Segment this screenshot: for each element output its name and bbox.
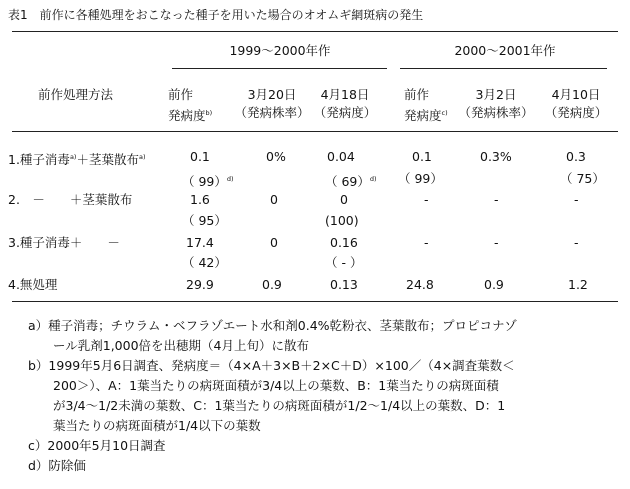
bottom-rule (12, 301, 618, 302)
footnote-line: d）防除価 (28, 458, 86, 473)
footnote-line: ール乳剤1,000倍を出穂期（4月上旬）に散布 (28, 338, 309, 353)
col-header-6: 4月10日 （発病度） (544, 87, 608, 120)
col-header-1: 前作 発病度$^{b)}$ (168, 87, 213, 123)
footnote-line: b）1999年5月6日調査、発病度＝（4×A＋3×B＋2×C＋D）×100／（4×調査葉数＜ (28, 358, 515, 373)
control-value: （ 99）$^{d)}$ (182, 174, 234, 189)
cell: 0 (270, 192, 278, 207)
footnote-line: a）種子消毒；チウラム・ベフラゾエート水和剤0.4%乾粉衣、茎葉散布；プロピコナゾ (28, 318, 517, 333)
cell: 0.16 (330, 235, 358, 250)
control-value: （ - ） (325, 255, 363, 270)
footnotes (28, 316, 517, 476)
cell: - (424, 192, 429, 207)
cell: 0.04 (327, 149, 355, 164)
cell: 0.9 (484, 277, 504, 292)
row-label: 2. － ＋茎葉散布 (8, 192, 133, 207)
group-header-2000: 2000～2001年作 (454, 43, 556, 58)
row-label: 4.無処理 (8, 277, 58, 292)
cell: 0.1 (412, 149, 432, 164)
cell: - (424, 235, 429, 250)
cell: - (494, 192, 499, 207)
control-value: （ 69）$^{d)}$ (325, 174, 377, 189)
footnote-line: c）2000年5月10日調査 (28, 438, 166, 453)
footnote-line: 200＞）、A：1葉当たりの病斑面積が3/4以上の葉数、B：1葉当たりの病斑面積 (28, 378, 499, 393)
group-rule-1 (172, 68, 387, 69)
cell: 17.4 (186, 235, 214, 250)
cell: - (494, 235, 499, 250)
cell: - (574, 192, 579, 207)
group-rule-2 (400, 68, 607, 69)
cell: 0 (270, 235, 278, 250)
group-header-1999: 1999～2000年作 (229, 43, 331, 58)
control-value: (100) (325, 213, 359, 228)
cell: 0.9 (262, 277, 282, 292)
footnote-line: が3/4～1/2未満の葉数、C：1葉当たりの病斑面積が1/2～1/4以上の葉数、D：1 (28, 398, 506, 413)
control-value: （ 95） (182, 213, 227, 228)
row-label: 3.種子消毒＋ － (8, 235, 120, 250)
control-value: （ 99） (398, 171, 443, 186)
cell: 0.1 (190, 149, 210, 164)
cell: 1.6 (190, 192, 210, 207)
control-value: （ 75） (560, 171, 605, 186)
col-header-4: 前作 発病度$^{c)}$ (404, 87, 448, 123)
control-value: （ 42） (182, 255, 227, 270)
footnote-line: 葉当たりの病斑面積が1/4以下の葉数 (28, 418, 261, 433)
cell: 0.3 (566, 149, 586, 164)
header-rule (12, 131, 618, 132)
cell: 29.9 (186, 277, 214, 292)
cell: 1.2 (568, 277, 588, 292)
col-header-3: 4月18日 （発病度） (313, 87, 377, 120)
cell: 0.3% (480, 149, 512, 164)
cell: 0.13 (330, 277, 358, 292)
table-title: 表1 前作に各種処理をおこなった種子を用いた場合のオオムギ網斑病の発生 (8, 8, 424, 22)
cell: 24.8 (406, 277, 434, 292)
cell: 0 (340, 192, 348, 207)
top-rule (12, 31, 618, 32)
method-header: 前作処理方法 (38, 87, 114, 102)
cell: - (574, 235, 579, 250)
row-label: 1.種子消毒$^{a)}$＋茎葉散布$^{a)}$ (8, 152, 146, 167)
col-header-2: 3月20日 （発病株率） (234, 87, 310, 120)
col-header-5: 3月2日 （発病株率） (458, 87, 534, 120)
cell: 0% (266, 149, 286, 164)
